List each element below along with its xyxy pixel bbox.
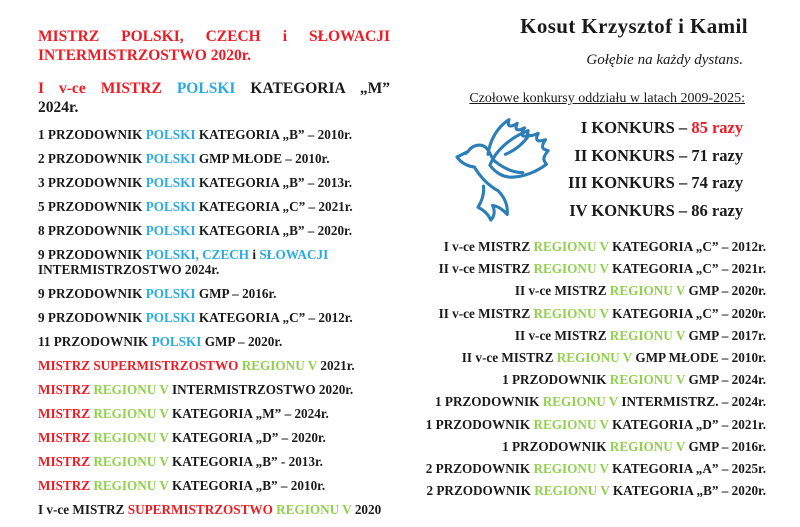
- achievement-line: [38, 247, 390, 277]
- text-segment: 2 PRZODOWNIK: [425, 460, 534, 476]
- achievement-line: [38, 151, 390, 166]
- text-segment: INTERMISTRZOSTWO 2024r.: [38, 262, 220, 277]
- text-segment: 9 PRZODOWNIK: [38, 247, 146, 262]
- achievement-line: [426, 418, 766, 432]
- text-segment: GMP – 2020r.: [201, 334, 283, 349]
- text-segment: MISTRZ SUPERMISTRZOSTWO: [38, 358, 242, 373]
- text-segment: III KONKURS – 74 razy: [568, 173, 744, 192]
- breeder-name-title: Kosut Krzysztof i Kamil: [520, 14, 748, 38]
- text-segment: 9 PRZODOWNIK: [38, 286, 146, 301]
- text-segment: KATEGORIA „B” – 2013r.: [195, 175, 352, 190]
- text-segment: REGIONU V: [93, 382, 169, 397]
- text-segment: GMP – 2016r.: [685, 438, 766, 454]
- achievement-line: [38, 382, 390, 397]
- text-segment: 9 PRZODOWNIK: [38, 310, 146, 325]
- text-segment: 2020: [351, 502, 382, 517]
- text-segment: REGIONU V: [609, 327, 686, 343]
- text-segment: POLSKI: [145, 310, 196, 325]
- achievement-line: [444, 240, 766, 254]
- text-segment: 85 razy: [691, 118, 744, 137]
- text-segment: GMP – 2020r.: [685, 283, 766, 299]
- achievement-line: [435, 395, 766, 409]
- achievement-line: [38, 406, 390, 421]
- konkurs-line: [569, 201, 743, 221]
- konkurs-line: [581, 118, 743, 138]
- text-segment: MISTRZ: [38, 478, 94, 493]
- region-achievements-list: [426, 240, 766, 506]
- text-segment: II v-ce MISTRZ: [438, 305, 534, 321]
- achievement-line: [439, 307, 766, 321]
- text-segment: KATEGORIA „B” – 2010r.: [195, 127, 352, 142]
- text-segment: GMP – 2024r.: [685, 372, 766, 388]
- achievement-line: [38, 223, 390, 238]
- text-segment: 2021r.: [317, 358, 355, 373]
- heading-line: [38, 79, 390, 98]
- text-segment: KATEGORIA „B” – 2010r.: [168, 478, 326, 493]
- text-segment: 11 PRZODOWNIK: [38, 334, 152, 349]
- text-segment: REGIONU V: [533, 261, 609, 277]
- text-segment: 1 PRZODOWNIK: [425, 416, 534, 432]
- text-segment: I v-ce MISTRZ: [443, 239, 534, 254]
- text-segment: POLSKI: [145, 127, 196, 142]
- text-segment: 5 PRZODOWNIK: [38, 199, 146, 214]
- text-segment: POLSKI: [151, 334, 202, 349]
- achievement-line: [38, 310, 390, 325]
- text-segment: MISTRZ: [38, 430, 94, 445]
- text-segment: IV KONKURS – 86 razy: [569, 200, 744, 220]
- konkurs-section-heading: Czołowe konkursy oddziału w latach 2009-2025:: [469, 91, 745, 106]
- text-segment: KATEGORIA „B” – 2020r.: [195, 223, 352, 238]
- text-segment: INTERMISTRZOSTWO 2020r.: [168, 382, 354, 397]
- text-segment: REGIONU V: [93, 406, 169, 421]
- achievement-line: [439, 262, 766, 276]
- text-segment: REGIONU V: [533, 239, 609, 254]
- konkurs-line: [574, 146, 743, 166]
- text-segment: II v-ce MISTRZ: [461, 349, 557, 365]
- text-segment: I v-ce MISTRZ: [38, 80, 177, 97]
- achievement-line: [502, 440, 766, 454]
- heading-line: [38, 98, 390, 117]
- text-segment: KATEGORIA „A” – 2025r.: [608, 460, 766, 476]
- konkurs-line: [568, 173, 743, 193]
- text-segment: KATEGORIA „C” – 2012r.: [608, 239, 766, 254]
- text-segment: KATEGORIA „C” – 2021r.: [195, 199, 353, 214]
- text-segment: SUPERMISTRZOSTWO: [127, 502, 273, 517]
- text-segment: 2024r.: [38, 99, 79, 116]
- text-segment: GMP – 2016r.: [195, 286, 277, 301]
- text-segment: MISTRZ: [38, 406, 94, 421]
- achievement-line: [515, 284, 766, 298]
- text-segment: POLSKI: [176, 80, 236, 97]
- text-segment: POLSKI,: [145, 247, 199, 262]
- text-segment: MISTRZ: [38, 382, 94, 397]
- achievement-line: [38, 478, 390, 493]
- text-segment: GMP – 2017r.: [685, 327, 766, 343]
- achievement-line: [38, 127, 390, 142]
- text-segment: II KONKURS – 71 razy: [574, 145, 744, 165]
- text-segment: KATEGORIA „M”: [235, 80, 390, 97]
- text-segment: 1 PRZODOWNIK: [502, 372, 610, 388]
- left-column: [38, 27, 390, 526]
- text-segment: INTERMISTRZ. – 2024r.: [618, 394, 766, 410]
- achievement-line: [426, 462, 766, 476]
- dove-icon: [440, 116, 568, 230]
- text-segment: REGIONU V: [609, 438, 686, 454]
- text-segment: II v-ce MISTRZ: [514, 283, 610, 299]
- text-segment: REGIONU V: [276, 502, 352, 517]
- text-segment: CZECH: [202, 247, 250, 262]
- text-segment: REGIONU V: [609, 283, 686, 299]
- text-segment: KATEGORIA „D” – 2021r.: [608, 416, 766, 432]
- text-segment: i: [249, 247, 260, 262]
- text-segment: POLSKI: [145, 199, 196, 214]
- text-segment: REGIONU V: [93, 478, 169, 493]
- text-segment: 1 PRZODOWNIK: [502, 438, 610, 454]
- text-segment: KATEGORIA „B” – 2020r.: [609, 483, 766, 499]
- national-achievements-list: [38, 127, 390, 517]
- text-segment: I KONKURS –: [580, 118, 692, 137]
- text-segment: MISTRZ POLSKI, CZECH i SŁOWACJI: [38, 28, 390, 45]
- achievement-line: [38, 334, 390, 349]
- heading-line: [38, 46, 390, 65]
- text-segment: INTERMISTRZOSTWO 2020r.: [38, 47, 252, 64]
- achievement-line: [462, 351, 766, 365]
- text-segment: II v-ce MISTRZ: [438, 261, 534, 277]
- text-segment: II v-ce MISTRZ: [514, 327, 610, 343]
- right-column: [396, 13, 768, 506]
- text-segment: REGIONU V: [609, 372, 686, 388]
- text-segment: REGIONU V: [93, 430, 169, 445]
- text-segment: SŁOWACJI: [259, 247, 329, 262]
- text-segment: KATEGORIA „C” – 2021r.: [608, 261, 766, 277]
- achievement-line: [38, 175, 390, 190]
- text-segment: 1 PRZODOWNIK: [38, 127, 146, 142]
- heading-line: [38, 27, 390, 46]
- konkurs-results-list: [568, 118, 768, 228]
- text-segment: REGIONU V: [542, 394, 619, 410]
- text-segment: 8 PRZODOWNIK: [38, 223, 146, 238]
- text-segment: GMP MŁODE – 2010r.: [632, 349, 766, 365]
- achievement-line: [38, 430, 390, 445]
- text-segment: KATEGORIA „M” – 2024r.: [168, 406, 329, 421]
- text-segment: KATEGORIA „C” – 2012r.: [195, 310, 353, 325]
- text-segment: 1 PRZODOWNIK: [435, 394, 543, 410]
- achievement-line: [426, 484, 766, 498]
- text-segment: GMP MŁODE – 2010r.: [195, 151, 330, 166]
- text-segment: MISTRZ: [38, 454, 94, 469]
- text-segment: REGIONU V: [533, 416, 609, 432]
- dove-and-konkurs-row: [396, 116, 768, 230]
- achievement-line: [502, 373, 766, 387]
- achievement-line: [38, 502, 390, 517]
- text-segment: KATEGORIA „B” - 2013r.: [168, 454, 323, 469]
- achievement-line: [38, 358, 390, 373]
- text-segment: REGIONU V: [241, 358, 318, 373]
- text-segment: REGIONU V: [93, 454, 169, 469]
- text-segment: REGIONU V: [556, 349, 633, 365]
- text-segment: KATEGORIA „D” – 2020r.: [168, 430, 326, 445]
- text-segment: REGIONU V: [533, 460, 609, 476]
- achievement-line: [38, 286, 390, 301]
- text-segment: 3 PRZODOWNIK: [38, 175, 146, 190]
- text-segment: 2 PRZODOWNIK: [38, 151, 146, 166]
- text-segment: 2 PRZODOWNIK: [426, 483, 535, 499]
- motto-subtitle: Gołębie na każdy dystans.: [586, 52, 743, 68]
- text-segment: REGIONU V: [533, 305, 609, 321]
- text-segment: POLSKI: [145, 286, 196, 301]
- text-segment: POLSKI: [145, 151, 196, 166]
- achievement-line: [38, 454, 390, 469]
- text-segment: KATEGORIA „C” – 2020r.: [608, 305, 766, 321]
- text-segment: I v-ce MISTRZ: [38, 502, 128, 517]
- text-segment: POLSKI: [145, 175, 196, 190]
- text-segment: POLSKI: [145, 223, 196, 238]
- text-segment: REGIONU V: [534, 483, 610, 499]
- achievement-line: [515, 329, 766, 343]
- intermistrzostwo-heading: [38, 27, 390, 65]
- achievement-line: [38, 199, 390, 214]
- vice-mistrz-heading: [38, 79, 390, 117]
